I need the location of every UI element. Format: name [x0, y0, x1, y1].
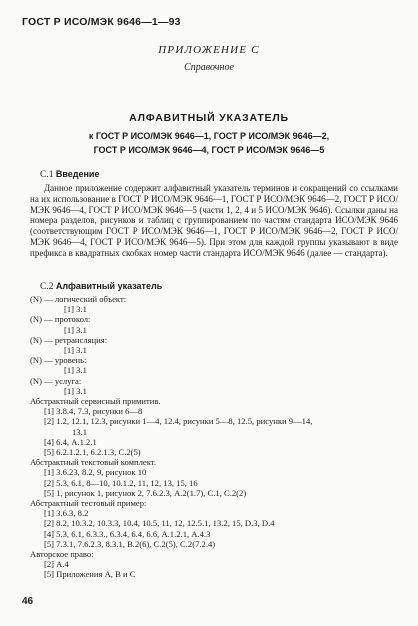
index-term: Абстрактный тестовый пример:: [30, 498, 147, 509]
index-reference: [2] 8.2, 10.3.2, 10.3.3, 10.4, 10.5, 11, 12, 12.5.1, 13.2, 15, D.3, D.4: [44, 518, 275, 529]
index-reference: [2] А.4: [44, 559, 69, 570]
index-reference: [4] 5.3, 6.1, 6.3.3., 6.3.4, 6.4, 6.6, А.1.2.1, А.4.3: [44, 528, 211, 539]
appendix-title: ПРИЛОЖЕНИЕ С: [158, 44, 260, 56]
index-term: (N) — ретрансляция:: [30, 334, 108, 345]
index-subtitle-line-1: к ГОСТ Р ИСО/МЭК 9646—1, ГОСТ Р ИСО/МЭК 9646—2,: [88, 131, 330, 141]
index-reference: [5] 1, рисунок 1, рисунок 2, 7.6.2.3, А.2(1.7), С.1, С.2(2): [44, 487, 247, 498]
section-1-text: Данное приложение содержит алфавитный указатель терминов и сокращений со ссылками на их использование в ГОСТ Р ИСО/МЭК 9646—1, ГОСТ Р ИСО/МЭК 9646—2, ГОСТ Р ИСО/МЭК 9646—4, ГОСТ Р ИСО/МЭК 9646—5 (части 1, 2, 4 и 5 ИСО/МЭК 9646). Ссылки даны на номера разделов, рисунков и таблиц с группированием по частям стандарта ИСО/МЭК 9646 (соответствующим ГОСТ Р ИСО/МЭК 9646—1, ГОСТ Р ИСО/МЭК 9646—2, ГОСТ Р ИСО/МЭК 9646—4, ГОСТ Р ИСО/МЭК 9646—5). При этом для каждой группы указывают в виде префикса в квадратных скобках номер части стандарта ИСО/МЭК 9646 (далее — стандарта).: [30, 183, 398, 258]
index-subtitle-line-2: ГОСТ Р ИСО/МЭК 9646—4, ГОСТ Р ИСО/МЭК 9646—5: [93, 145, 325, 155]
index-term: Авторское право:: [30, 549, 94, 560]
section-2-heading: [40, 281, 162, 292]
index-reference: [1] 3.6.3, 8.2: [44, 508, 89, 519]
index-reference: [5] Приложения А, В и С: [44, 569, 136, 580]
index-term: (N) — уровень:: [30, 355, 87, 366]
section-2-number: С.2: [40, 282, 54, 292]
index-reference: [2] 5.3, 6.1, 8—10, 10.1.2, 11, 12, 13, 15, 16: [44, 477, 198, 488]
section-1-title: Введение: [55, 169, 100, 179]
index-term: Абстрактный сервисный примитив.: [30, 396, 161, 407]
index-reference: [5] 7.3.1, 7.6.2.3, 8.3.1, В.2(6), С.2(5), С.2(7.2.4): [44, 538, 216, 549]
index-title: АЛФАВИТНЫЙ УКАЗАТЕЛЬ: [129, 112, 289, 124]
index-reference: [1] 3.1: [64, 304, 87, 315]
section-1-number: С.1: [40, 170, 54, 180]
page-number: 46: [22, 596, 34, 607]
index-reference: 13.1: [72, 426, 88, 437]
index-term: (N) — протокол:: [30, 314, 91, 325]
index-reference: [1] 3.8.4, 7.3, рисунки 6—8: [44, 406, 143, 417]
index-reference: [1] 3.1: [64, 324, 87, 335]
index-term: Абстрактный текстовый комплект.: [30, 457, 157, 468]
document-header: ГОСТ Р ИСО/МЭК 9646—1—93: [22, 16, 181, 28]
section-2-title: Алфавитный указатель: [55, 281, 163, 291]
index-reference: [4] 6.4, А.1.2.1: [44, 436, 97, 447]
index-reference: [1] 3.1: [64, 385, 87, 396]
appendix-subtitle: Справочное: [184, 62, 234, 73]
index-reference: [1] 3.1: [64, 345, 87, 356]
index-term: (N) — логический объект:: [30, 294, 127, 304]
index-reference: [5] 6.2.1.2.1, 6.2.1.3, С.2(5): [44, 447, 141, 458]
alphabetical-index-list: [30, 294, 400, 580]
index-reference: [1] 3.6.23, 8.2, 9, рисунок 10: [44, 467, 147, 478]
index-reference: [2] 1.2, 12.1, 12.3, рисунки 1—4, 12.4, рисунки 5—8, 12.5, рисунки 9—14,: [44, 416, 313, 427]
index-term: (N) — услуга:: [30, 375, 82, 386]
index-reference: [1] 3.1: [64, 365, 87, 376]
section-1-heading: [40, 169, 99, 180]
